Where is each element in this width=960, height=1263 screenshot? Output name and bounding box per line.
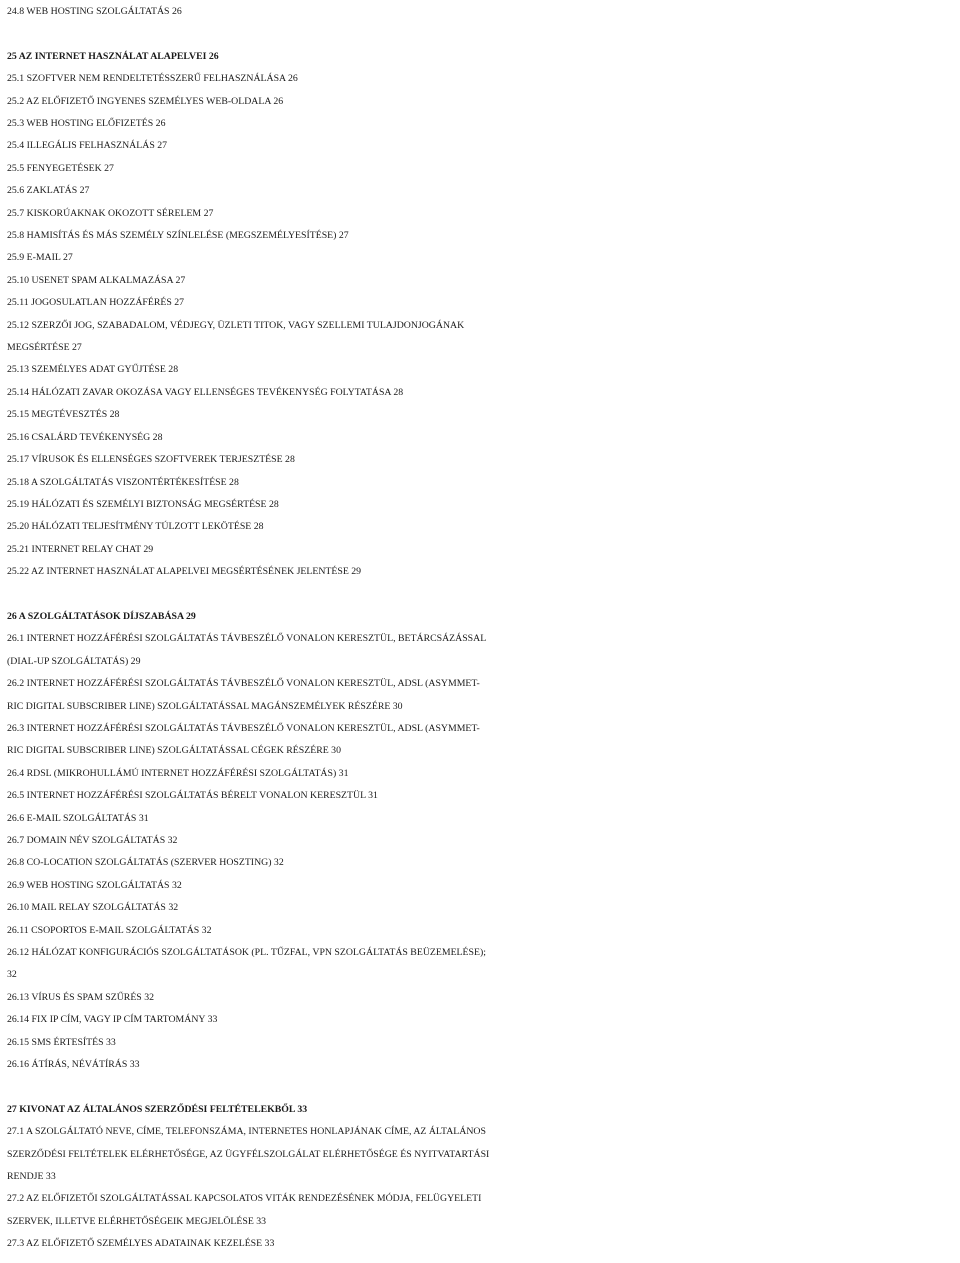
toc-heading[interactable]: 27 KIVONAT AZ ÁLTALÁNOS SZERZŐDÉSI FELTÉTELEKBŐL 33 [7,1103,308,1115]
toc-entry[interactable]: 25.13 SZEMÉLYES ADAT GYŰJTÉSE 28 [7,364,179,376]
toc-entry[interactable]: 25.1 SZOFTVER NEM RENDELTETÉSSZERŰ FELHASZNÁLÁSA 26 [7,73,298,85]
toc-section-26 [7,606,954,1077]
toc-entry[interactable]: 26.1 INTERNET HOZZÁFÉRÉSI SZOLGÁLTATÁS TÁVBESZÉLŐ VONALON KERESZTÜL, BETÁRCSÁZÁSSAL [7,633,487,645]
toc-entry[interactable]: 25.18 A SZOLGÁLTATÁS VISZONTÉRTÉKESÍTÉSE 28 [7,476,239,488]
toc-entry-continued[interactable]: RIC DIGITAL SUBSCRIBER LINE) SZOLGÁLTATÁSSAL MAGÁNSZEMÉLYEK RÉSZÉRE 30 [7,700,403,712]
toc-entry[interactable]: 25.21 INTERNET RELAY CHAT 29 [7,543,154,555]
toc-entry[interactable]: 25.8 HAMISÍTÁS ÉS MÁS SZEMÉLY SZÍNLELÉSE (MEGSZEMÉLYESÍTÉSE) 27 [7,230,349,242]
toc-entry[interactable]: 27.2 AZ ELŐFIZETŐI SZOLGÁLTATÁSSAL KAPCSOLATOS VITÁK RENDEZÉSÉNEK MÓDJA, FELÜGYELETI [7,1193,482,1205]
toc-entry[interactable]: 25.22 AZ INTERNET HASZNÁLAT ALAPELVEI MEGSÉRTÉSÉNEK JELENTÉSE 29 [7,566,362,578]
toc-entry[interactable]: 26.6 E-MAIL SZOLGÁLTATÁS 31 [7,812,149,824]
toc-entry[interactable]: 26.7 DOMAIN NÉV SZOLGÁLTATÁS 32 [7,835,178,846]
toc-entry[interactable]: 25.20 HÁLÓZATI TELJESÍTMÉNY TÚLZOTT LEKÖTÉSE 28 [7,521,264,533]
toc-entry[interactable]: 26.12 HÁLÓZAT KONFIGURÁCIÓS SZOLGÁLTATÁSOK (PL. TŰZFAL, VPN SZOLGÁLTATÁS BEÜZEMELÉSE); [7,947,486,959]
toc-heading[interactable]: 25 AZ INTERNET HASZNÁLAT ALAPELVEI 26 [7,50,219,62]
toc-entry[interactable]: 25.15 MEGTÉVESZTÉS 28 [7,409,120,421]
toc-entry-continued[interactable]: SZERZŐDÉSI FELTÉTELEK ELÉRHETŐSÉGE, AZ ÜGYFÉLSZOLGÁLAT ELÉRHETŐSÉGE ÉS NYITVATARTÁSI [7,1148,490,1160]
toc-entry[interactable]: 24.8 WEB HOSTING SZOLGÁLTATÁS 26 [7,6,182,17]
toc-entry[interactable]: 25.5 FENYEGETÉSEK 27 [7,162,114,174]
toc-entry[interactable]: 26.13 VÍRUS ÉS SPAM SZŰRÉS 32 [7,991,154,1003]
toc-entry[interactable]: 25.16 CSALÁRD TEVÉKENYSÉG 28 [7,431,163,443]
toc-entry[interactable]: 25.9 E-MAIL 27 [7,252,73,264]
toc-entry[interactable]: 27.1 A SZOLGÁLTATÓ NEVE, CÍME, TELEFONSZÁMA, INTERNETES HONLAPJÁNAK CÍME, AZ ÁLTALÁNOS [7,1126,486,1138]
toc-entry-continued[interactable]: (DIAL-UP SZOLGÁLTATÁS) 29 [7,655,141,667]
section-gap [7,584,954,606]
toc-entry[interactable]: 26.16 ÁTÍRÁS, NÉVÁTÍRÁS 33 [7,1059,140,1071]
toc-entry[interactable]: 25.19 HÁLÓZATI ÉS SZEMÉLYI BIZTONSÁG MEGSÉRTÉSE 28 [7,498,279,510]
toc-entry[interactable]: 25.4 ILLEGÁLIS FELHASZNÁLÁS 27 [7,140,168,152]
toc-entry[interactable]: 25.17 VÍRUSOK ÉS ELLENSÉGES SZOFTVEREK TERJESZTÉSE 28 [7,454,295,466]
toc-entry[interactable]: 26.14 FIX IP CÍM, VAGY IP CÍM TARTOMÁNY 33 [7,1014,218,1026]
toc-entry[interactable]: 26.9 WEB HOSTING SZOLGÁLTATÁS 32 [7,879,182,891]
toc-entry[interactable]: 26.4 RDSL (MIKROHULLÁMÚ INTERNET HOZZÁFÉRÉSI SZOLGÁLTATÁS) 31 [7,767,349,779]
toc-entry[interactable]: 26.2 INTERNET HOZZÁFÉRÉSI SZOLGÁLTATÁS TÁVBESZÉLŐ VONALON KERESZTÜL, ADSL (ASYMMET- [7,678,480,690]
toc-entry[interactable]: 25.7 KISKORÚAKNAK OKOZOTT SÉRELEM 27 [7,207,214,219]
toc-entry[interactable]: 26.8 CO-LOCATION SZOLGÁLTATÁS (SZERVER HOSZTING) 32 [7,857,284,869]
toc-entry[interactable]: 26.15 SMS ÉRTESÍTÉS 33 [7,1036,116,1048]
section-gap [7,1076,954,1098]
toc-entry[interactable]: 25.12 SZERZŐI JOG, SZABADALOM, VÉDJEGY, ÜZLETI TITOK, VAGY SZELLEMI TULAJDONJOGÁNAK [7,319,465,331]
toc-entry-continued[interactable]: SZERVEK, ILLETVE ELÉRHETŐSÉGEIK MEGJELÖLÉSE 33 [7,1215,267,1227]
toc-entry[interactable]: 25.11 JOGOSULATLAN HOZZÁFÉRÉS 27 [7,297,185,309]
toc-entry[interactable]: 25.6 ZAKLATÁS 27 [7,185,90,197]
toc-entry[interactable]: 25.10 USENET SPAM ALKALMAZÁSA 27 [7,274,186,286]
toc-heading[interactable]: 26 A SZOLGÁLTATÁSOK DÍJSZABÁSA 29 [7,610,196,622]
toc-entry[interactable]: 25.3 WEB HOSTING ELŐFIZETÉS 26 [7,118,166,130]
toc-entry-continued[interactable]: RIC DIGITAL SUBSCRIBER LINE) SZOLGÁLTATÁSSAL CÉGEK RÉSZÉRE 30 [7,745,341,757]
section-gap [7,23,954,45]
toc-entry[interactable]: 26.10 MAIL RELAY SZOLGÁLTATÁS 32 [7,902,179,914]
toc-entry-continued[interactable]: RENDJE 33 [7,1171,56,1183]
toc-entry-continued[interactable]: MEGSÉRTÉSE 27 [7,342,82,354]
toc-entry[interactable]: 26.5 INTERNET HOZZÁFÉRÉSI SZOLGÁLTATÁS BÉRELT VONALON KERESZTÜL 31 [7,790,378,802]
toc-entry[interactable]: 26.11 CSOPORTOS E-MAIL SZOLGÁLTATÁS 32 [7,924,212,936]
toc-section-25 [7,46,954,584]
toc-entry[interactable]: 25.14 HÁLÓZATI ZAVAR OKOZÁSA VAGY ELLENSÉGES TEVÉKENYSÉG FOLYTATÁSA 28 [7,386,404,398]
toc-section-27 [7,1099,954,1256]
toc-entry[interactable]: 25.2 AZ ELŐFIZETŐ INGYENES SZEMÉLYES WEB-OLDALA 26 [7,95,284,107]
toc-entry[interactable]: 26.3 INTERNET HOZZÁFÉRÉSI SZOLGÁLTATÁS TÁVBESZÉLŐ VONALON KERESZTÜL, ADSL (ASYMMET- [7,722,480,734]
toc-entry[interactable]: 27.3 AZ ELŐFIZETŐ SZEMÉLYES ADATAINAK KEZELÉSE 33 [7,1238,275,1250]
toc-entry-continued[interactable]: 32 [7,969,17,981]
